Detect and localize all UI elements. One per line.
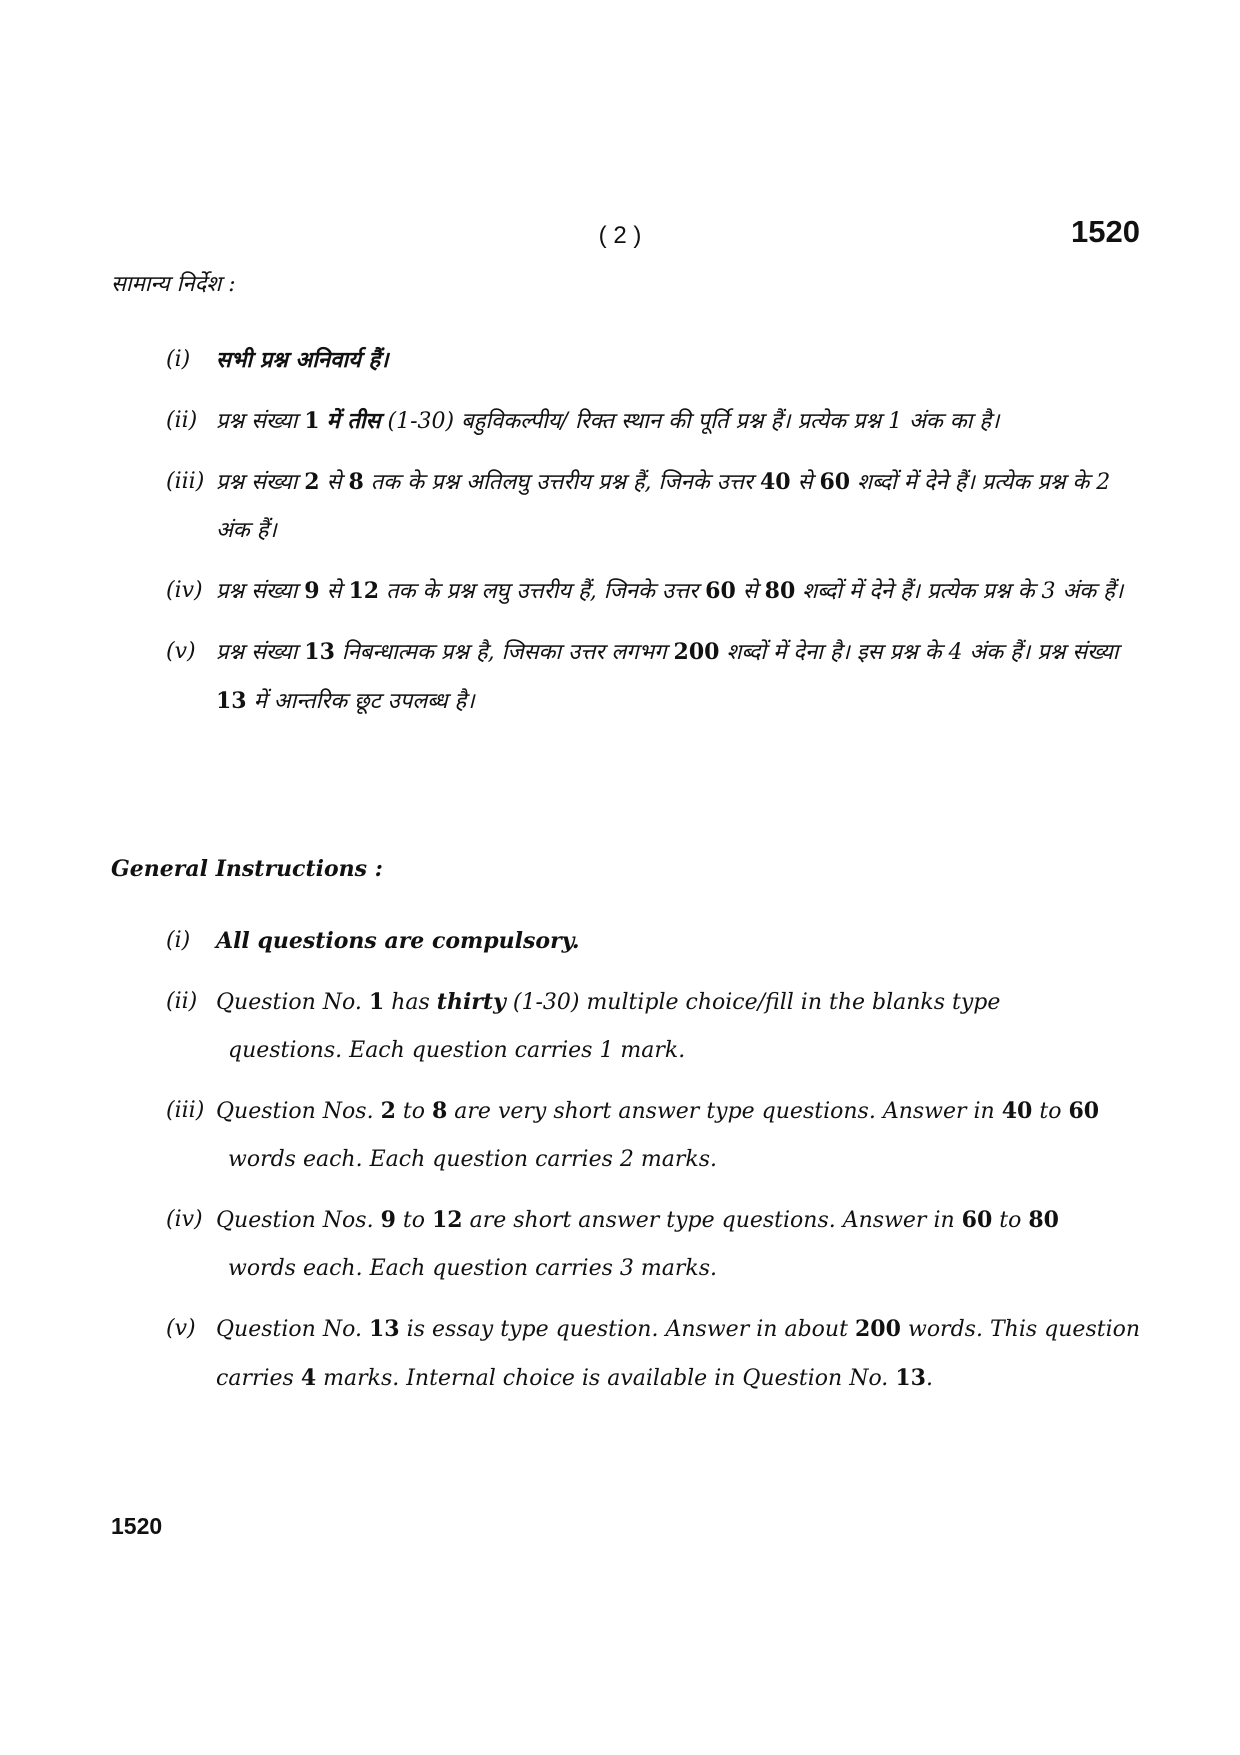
hindi-item-3 [166, 458, 1140, 555]
item-text: तक के प्रश्न लघु उत्तरीय हैं, जिनके उत्तर [386, 579, 699, 604]
item-bold: 13 [216, 688, 247, 714]
hindi-item-4 [166, 567, 1140, 616]
item-text: . [925, 1366, 933, 1391]
item-text: प्रश्न संख्या [216, 470, 298, 495]
item-text: marks. Internal choice is available in Question No. [323, 1366, 889, 1391]
item-bold: 40 [759, 469, 791, 495]
english-item-2 [166, 978, 1140, 1075]
item-text: प्रश्न संख्या [216, 640, 298, 665]
item-number: (iv) [166, 1207, 203, 1232]
hindi-item-1 [166, 336, 1140, 385]
hindi-instructions [166, 336, 1140, 738]
item-bold: 13 [895, 1365, 926, 1391]
item-text: words each. Each question carries 3 marks. [228, 1256, 717, 1281]
item-text: प्रश्न संख्या [216, 579, 298, 604]
english-heading: General Instructions : [111, 856, 383, 882]
item-bold: thirty [436, 989, 506, 1015]
item-bold: 1 [304, 408, 320, 434]
item-number: (iii) [166, 469, 205, 494]
item-bold: 40 [1001, 1098, 1033, 1124]
english-item-1 [166, 917, 1140, 966]
item-text: Question No. [216, 1317, 362, 1342]
item-text: words each. Each question carries 2 marks. [228, 1147, 717, 1172]
english-instructions [166, 917, 1140, 1415]
item-text: are short answer type questions. Answer in [469, 1208, 955, 1233]
item-text: प्रश्न संख्या [216, 409, 298, 434]
item-bold: 9 [304, 578, 320, 604]
item-text: से [797, 470, 813, 495]
item-text: is essay type question. Answer in about [406, 1317, 848, 1342]
item-bold: में तीस [326, 408, 381, 434]
item-text: शब्दों में देने हैं। प्रत्येक प्रश्न के 3 अंक हैं। [802, 579, 1124, 604]
item-bold: 200 [855, 1316, 901, 1342]
item-bold: 1 [368, 989, 385, 1015]
item-text: (1-30) multiple choice/fill in the blanks type [512, 990, 1001, 1015]
item-text: से [326, 579, 342, 604]
page-number: ( 2 ) [598, 222, 642, 249]
item-text: निबन्धात्मक प्रश्न है, जिसका उत्तर लगभग [341, 640, 667, 665]
item-bold: 2 [380, 1098, 396, 1124]
item-bold: 60 [1068, 1098, 1100, 1124]
item-bold: 12 [348, 578, 380, 604]
item-text: शब्दों में देने हैं। प्रत्येक प्रश्न के 2 अंक हैं। [216, 470, 1111, 543]
item-bold: 60 [819, 469, 851, 495]
item-bold: 2 [304, 469, 320, 495]
english-item-5 [166, 1305, 1140, 1403]
item-bold: 8 [431, 1098, 448, 1124]
item-text: में आन्तरिक छूट उपलब्ध है। [253, 689, 475, 714]
item-number: (i) [166, 347, 191, 372]
paper-code-top: 1520 [1071, 214, 1140, 249]
item-text: to [999, 1208, 1022, 1233]
item-text: to [402, 1099, 425, 1124]
english-item-4 [166, 1196, 1140, 1293]
hindi-item-5 [166, 628, 1140, 726]
item-text: Question No. [216, 990, 362, 1015]
item-bold: 8 [348, 469, 364, 495]
item-number: (iii) [166, 1098, 205, 1123]
hindi-heading: सामान्य निर्देश : [111, 272, 236, 297]
item-number: (i) [166, 928, 191, 953]
item-text: से [742, 579, 758, 604]
hindi-item-2 [166, 397, 1140, 446]
item-bold: 13 [369, 1316, 400, 1342]
item-text: Question Nos. [216, 1208, 374, 1233]
item-number: (v) [166, 1316, 196, 1341]
item-text: questions. Each question carries 1 mark. [228, 1038, 686, 1063]
item-number: (ii) [166, 989, 198, 1014]
item-text: से [326, 470, 342, 495]
item-text: words. This question carries [216, 1317, 1141, 1391]
item-bold: 12 [431, 1207, 463, 1233]
item-number: (ii) [166, 408, 198, 433]
item-text: All questions are compulsory. [216, 928, 580, 954]
item-number: (iv) [166, 578, 203, 603]
item-text: सभी प्रश्न अनिवार्य हैं। [216, 347, 389, 373]
item-text: तक के प्रश्न अतिलघु उत्तरीय प्रश्न हैं, जिनके उत्तर [370, 470, 753, 495]
item-bold: 80 [1028, 1207, 1059, 1233]
item-bold: 200 [673, 639, 720, 665]
item-bold: 13 [304, 639, 335, 665]
item-number: (v) [166, 639, 196, 664]
item-text: Question Nos. [216, 1099, 374, 1124]
item-bold: 80 [764, 578, 796, 604]
item-text: (1-30) बहुविकल्पीय/ रिक्त स्थान की पूर्ति प्रश्न हैं। प्रत्येक प्रश्न 1 अंक का है। [387, 409, 1000, 434]
item-bold: 60 [961, 1207, 993, 1233]
item-text: to [1039, 1099, 1062, 1124]
item-bold: 4 [300, 1365, 317, 1391]
item-text: शब्दों में देना है। इस प्रश्न के 4 अंक हैं। प्रश्न संख्या [726, 640, 1119, 665]
item-text: are very short answer type questions. Answer in [454, 1099, 995, 1124]
paper-code-bottom: 1520 [111, 1513, 163, 1539]
item-text: to [402, 1208, 425, 1233]
english-item-3 [166, 1087, 1140, 1184]
item-text: has [391, 990, 430, 1015]
item-bold: 60 [705, 578, 736, 604]
item-bold: 9 [380, 1207, 396, 1233]
